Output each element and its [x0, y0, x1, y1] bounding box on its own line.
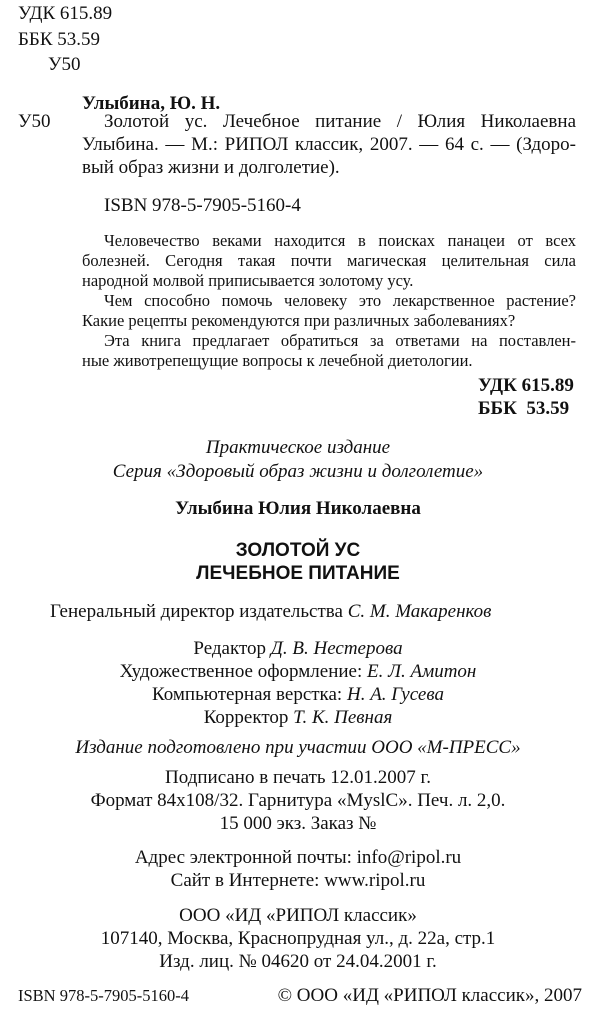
udk-bottom: УДК 615.89	[478, 375, 574, 396]
staff-role: Редактор	[193, 638, 267, 659]
staff-role: Корректор	[203, 707, 289, 728]
catalog-description-line: Улыбина. — М.: РИПОЛ классик, 2007. — 64 с. — (Здоро-	[82, 134, 576, 155]
catalog-code: У50	[18, 111, 51, 132]
edition-series: Серия «Здоровый образ жизни и долголетие»	[112, 461, 484, 482]
author-full-name: Улыбина Юлия Николаевна	[175, 498, 421, 519]
book-title-line1: ЗОЛОТОЙ УС	[235, 540, 361, 561]
staff-editor	[0, 637, 596, 660]
staff-name: Т. К. Певная	[293, 707, 393, 728]
author-code-top: У50	[48, 54, 81, 75]
annotation-line: ные животрепещущие вопросы к лечебной диетологии.	[82, 351, 473, 370]
footer-isbn: ISBN 978-5-7905-5160-4	[18, 986, 189, 1005]
catalog-description-line: вый образ жизни и долголетие).	[82, 157, 340, 178]
annotation-line: Какие рецепты рекомендуются при различных заболеваниях?	[82, 311, 516, 330]
staff-credits	[0, 637, 596, 729]
annotation-line: Человечество веками находится в поисках панацеи от всех	[104, 231, 576, 250]
annotation-line: болезней. Сегодня такая почти магическая целительная сила	[82, 251, 576, 270]
director-line	[50, 600, 491, 623]
print-info-line: Подписано в печать 12.01.2007 г.	[165, 767, 431, 788]
staff-designer	[0, 660, 596, 683]
staff-name: Д. В. Нестерова	[270, 638, 403, 659]
print-info-line: Формат 84х108/32. Гарнитура «MyslC». Печ. л. 2,0.	[90, 790, 506, 811]
staff-role: Компьютерная верстка:	[152, 684, 343, 705]
publisher-license: Изд. лиц. № 04620 от 24.04.2001 г.	[159, 951, 437, 972]
publisher-info	[0, 904, 596, 973]
publisher-address: 107140, Москва, Краснопрудная ул., д. 22а, стр.1	[100, 928, 496, 949]
contact-website: Сайт в Интернете: www.ripol.ru	[170, 870, 426, 891]
udk-top: УДК 615.89	[18, 3, 113, 24]
annotation	[82, 231, 576, 371]
staff-proofreader	[0, 706, 596, 729]
director-name: С. М. Макаренков	[347, 601, 492, 622]
publisher-name: ООО «ИД «РИПОЛ классик»	[179, 905, 417, 926]
catalog-description	[82, 110, 576, 179]
footer-copyright: © ООО «ИД «РИПОЛ классик», 2007	[277, 985, 582, 1006]
bbk-top: ББК 53.59	[18, 29, 100, 50]
annotation-line: народной молвой приписывается золотому усу.	[82, 271, 414, 290]
director-role: Генеральный директор издательства	[50, 601, 343, 622]
print-info-line: 15 000 экз. Заказ №	[219, 813, 377, 834]
annotation-line: Эта книга предлагает обратиться за ответами на поставлен-	[104, 331, 576, 350]
staff-name: Н. А. Гусева	[346, 684, 444, 705]
staff-role: Художественное оформление:	[119, 661, 363, 682]
annotation-line: Чем способно помочь человеку это лекарственное растение?	[104, 291, 576, 310]
bbk-bottom: ББК 53.59	[478, 398, 570, 419]
book-title-line2: ЛЕЧЕБНОЕ ПИТАНИЕ	[196, 563, 400, 584]
staff-name: Е. Л. Амитон	[367, 661, 477, 682]
catalog-description-line: Золотой ус. Лечебное питание / Юлия Николаевна	[104, 111, 576, 132]
edition-type: Практическое издание	[205, 437, 391, 458]
prepared-with: Издание подготовлено при участии ООО «М-ПРЕСС»	[75, 737, 521, 758]
print-info	[0, 766, 596, 835]
contacts	[0, 846, 596, 892]
catalog-author: Улыбина, Ю. Н.	[82, 93, 221, 114]
staff-layout	[0, 683, 596, 706]
catalog-isbn: ISBN 978-5-7905-5160-4	[104, 195, 301, 216]
contact-email: Адрес электронной почты: info@ripol.ru	[134, 847, 462, 868]
